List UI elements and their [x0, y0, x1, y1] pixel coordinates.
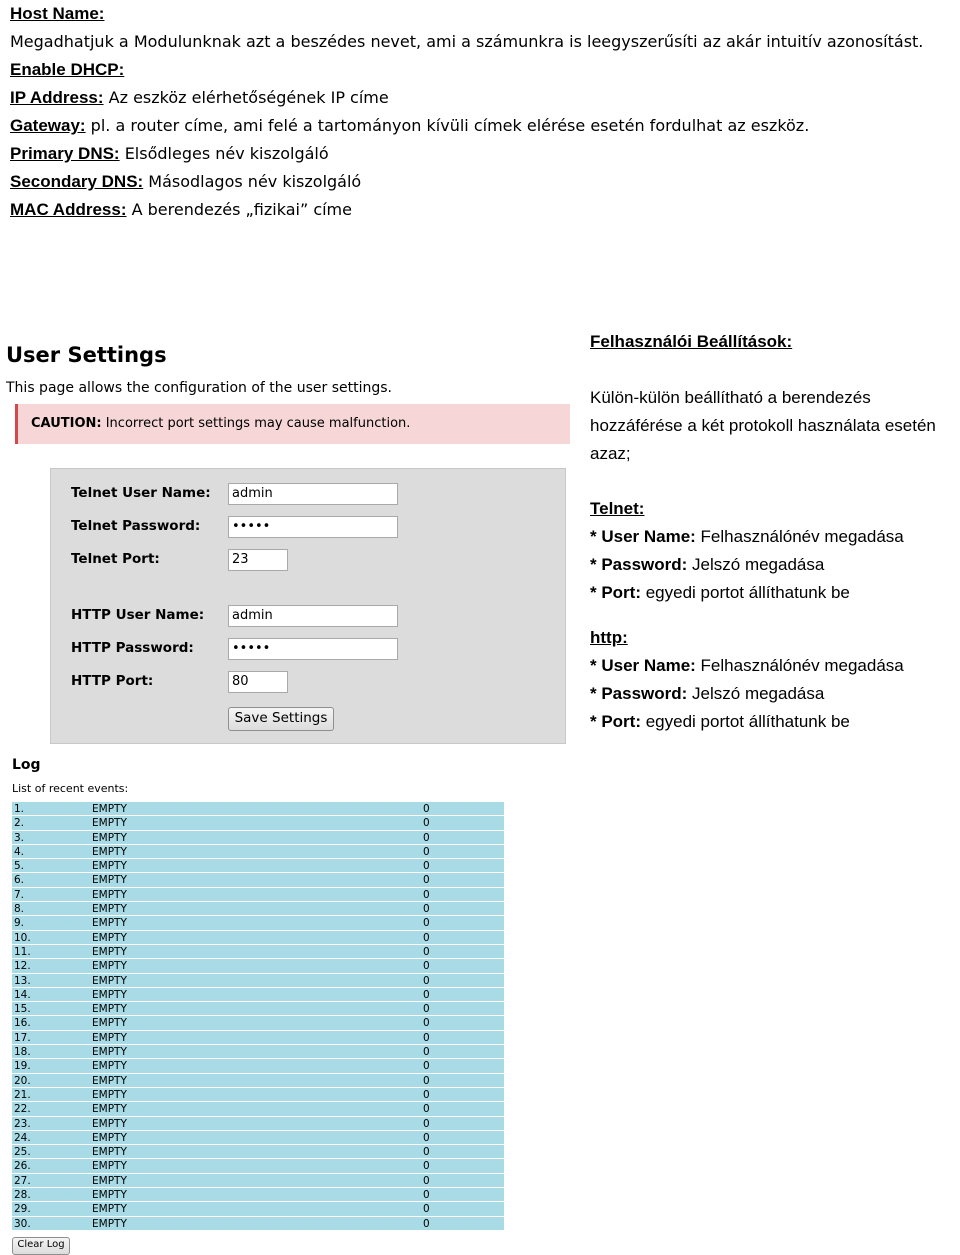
log-panel: [12, 754, 504, 1255]
log-event-number: 17.: [14, 1031, 31, 1044]
log-event-value: 0: [423, 1160, 430, 1173]
def-term: Enable DHCP:: [10, 60, 125, 79]
log-event-value: 0: [423, 974, 430, 987]
def-row-gateway: [10, 112, 955, 140]
log-event-row: [12, 1031, 504, 1045]
log-event-name: EMPTY: [92, 1103, 127, 1116]
intro-line-2: hozzáférése a két protokoll használata esetén: [590, 416, 936, 435]
log-event-name: EMPTY: [92, 1131, 127, 1144]
log-event-row: [12, 873, 504, 887]
log-event-number: 23.: [14, 1117, 31, 1130]
user-settings-title: User Settings: [6, 343, 167, 367]
bullet-text: Felhasználónév megadása: [695, 527, 904, 546]
log-event-name: EMPTY: [92, 817, 127, 830]
def-row-mac-address: [10, 196, 955, 224]
log-event-value: 0: [423, 903, 430, 916]
def-desc: A berendezés „fizikai” címe: [126, 200, 352, 219]
log-event-row: [12, 1188, 504, 1202]
log-event-row: [12, 959, 504, 973]
log-event-value: 0: [423, 1117, 430, 1130]
right-description: [590, 328, 960, 736]
log-event-value: 0: [423, 1131, 430, 1144]
log-event-number: 12.: [14, 960, 31, 973]
def-desc: pl. a router címe, ami felé a tartományon kívüli címek elérése esetén fordulhat az eszköz.: [85, 116, 810, 135]
bullet-text: egyedi portot állíthatunk be: [641, 583, 850, 602]
log-event-number: 27.: [14, 1174, 31, 1187]
log-event-number: 18.: [14, 1046, 31, 1059]
log-event-name: EMPTY: [92, 917, 127, 930]
log-event-value: 0: [423, 1017, 430, 1030]
log-event-value: 0: [423, 874, 430, 887]
def-desc: Az eszköz elérhetőségének IP címe: [103, 88, 389, 107]
log-event-value: 0: [423, 803, 430, 815]
log-event-name: EMPTY: [92, 1160, 127, 1173]
def-term: IP Address:: [10, 88, 104, 107]
user-settings-form: [50, 468, 566, 744]
log-event-row: [12, 988, 504, 1002]
http-user-input[interactable]: admin: [228, 605, 398, 627]
http-bullet-user: [590, 652, 960, 680]
telnet-heading: Telnet:: [590, 499, 645, 518]
log-event-number: 19.: [14, 1060, 31, 1073]
telnet-bullet-password: [590, 551, 960, 579]
log-event-number: 3.: [14, 831, 25, 844]
http-user-label: HTTP User Name:: [71, 607, 205, 623]
bullet-label: * User Name:: [590, 527, 696, 546]
http-port-label: HTTP Port:: [71, 673, 154, 689]
http-password-label: HTTP Password:: [71, 640, 194, 656]
log-event-number: 21.: [14, 1088, 31, 1101]
log-event-name: EMPTY: [92, 831, 127, 844]
log-event-value: 0: [423, 817, 430, 830]
log-event-number: 11.: [14, 945, 31, 958]
log-event-number: 2.: [14, 817, 25, 830]
log-event-value: 0: [423, 845, 430, 858]
log-event-name: EMPTY: [92, 1146, 127, 1159]
http-password-input[interactable]: •••••: [228, 638, 398, 660]
log-event-name: EMPTY: [92, 888, 127, 901]
log-event-value: 0: [423, 1031, 430, 1044]
log-event-number: 15.: [14, 1003, 31, 1016]
caution-label: CAUTION:: [31, 416, 102, 431]
def-term: Gateway:: [10, 116, 86, 135]
save-settings-button[interactable]: Save Settings: [228, 707, 334, 731]
log-event-value: 0: [423, 888, 430, 901]
log-event-value: 0: [423, 1189, 430, 1202]
log-event-row: [12, 916, 504, 930]
clear-log-button[interactable]: Clear Log: [12, 1237, 70, 1255]
telnet-heading-line: [590, 495, 960, 523]
def-term: Secondary DNS:: [10, 172, 144, 191]
log-event-row: [12, 931, 504, 945]
log-event-value: 0: [423, 945, 430, 958]
log-event-row: [12, 945, 504, 959]
log-event-number: 9.: [14, 917, 25, 930]
caution-banner: [15, 404, 570, 444]
log-event-row: [12, 1174, 504, 1188]
log-event-name: EMPTY: [92, 988, 127, 1001]
intro-line-1: Külön-külön beállítható a berendezés: [590, 388, 871, 407]
log-event-number: 22.: [14, 1103, 31, 1116]
log-event-row: [12, 902, 504, 916]
def-row-host-name-desc: [10, 28, 955, 56]
log-event-number: 16.: [14, 1017, 31, 1030]
log-subtitle: List of recent events:: [12, 782, 129, 795]
log-event-number: 14.: [14, 988, 31, 1001]
log-event-value: 0: [423, 1174, 430, 1187]
def-desc: Megadhatjuk a Modulunknak azt a beszédes nevet, ami a számunkra is leegyszerűsíti az akár intuitív azonosítást.: [10, 32, 924, 51]
bullet-label: * Port:: [590, 712, 641, 731]
user-settings-panel: [6, 338, 576, 444]
user-settings-description: This page allows the configuration of the user settings.: [6, 380, 392, 396]
log-event-value: 0: [423, 1003, 430, 1016]
log-event-value: 0: [423, 1203, 430, 1216]
def-row-ip-address: [10, 84, 955, 112]
log-event-row: [12, 859, 504, 873]
intro-line-3: azaz;: [590, 444, 631, 463]
http-heading-line: [590, 624, 960, 652]
bullet-label: * Password:: [590, 555, 688, 574]
log-event-number: 30.: [14, 1217, 31, 1230]
log-event-number: 25.: [14, 1146, 31, 1159]
spacer: [590, 607, 960, 624]
telnet-user-label: Telnet User Name:: [71, 485, 211, 501]
log-event-name: EMPTY: [92, 903, 127, 916]
telnet-user-input[interactable]: admin: [228, 483, 398, 505]
log-event-number: 6.: [14, 874, 25, 887]
log-event-value: 0: [423, 960, 430, 973]
log-event-name: EMPTY: [92, 1117, 127, 1130]
telnet-bullet-user: [590, 523, 960, 551]
log-event-number: 29.: [14, 1203, 31, 1216]
log-event-value: 0: [423, 931, 430, 944]
spacer: [590, 356, 960, 384]
right-heading: Felhasználói Beállítások:: [590, 332, 793, 351]
definitions-list: [10, 0, 955, 224]
log-event-number: 13.: [14, 974, 31, 987]
log-event-value: 0: [423, 1088, 430, 1101]
bullet-text: egyedi portot állíthatunk be: [641, 712, 850, 731]
log-event-value: 0: [423, 1103, 430, 1116]
log-event-value: 0: [423, 860, 430, 873]
bullet-label: * Password:: [590, 684, 688, 703]
def-row-enable-dhcp: [10, 56, 955, 84]
log-event-row: [12, 1102, 504, 1116]
log-event-name: EMPTY: [92, 974, 127, 987]
log-event-name: EMPTY: [92, 1017, 127, 1030]
bullet-text: Jelszó megadása: [687, 684, 825, 703]
log-event-value: 0: [423, 1060, 430, 1073]
telnet-port-label: Telnet Port:: [71, 551, 160, 567]
log-event-name: EMPTY: [92, 1203, 127, 1216]
log-event-value: 0: [423, 831, 430, 844]
log-event-row: [12, 831, 504, 845]
log-event-name: EMPTY: [92, 1088, 127, 1101]
log-event-name: EMPTY: [92, 874, 127, 887]
http-bullet-password: [590, 680, 960, 708]
log-event-row: [12, 845, 504, 859]
def-desc: Elsődleges név kiszolgáló: [119, 144, 329, 163]
telnet-port-input[interactable]: 23: [228, 549, 288, 571]
log-event-value: 0: [423, 1146, 430, 1159]
log-event-name: EMPTY: [92, 960, 127, 973]
def-row-primary-dns: [10, 140, 955, 168]
log-event-name: EMPTY: [92, 1074, 127, 1087]
log-event-number: 8.: [14, 903, 25, 916]
log-event-name: EMPTY: [92, 1174, 127, 1187]
telnet-password-label: Telnet Password:: [71, 518, 201, 534]
log-event-row: [12, 816, 504, 830]
log-event-row: [12, 1202, 504, 1216]
log-event-number: 4.: [14, 845, 25, 858]
log-event-name: EMPTY: [92, 1003, 127, 1016]
right-heading-line: [590, 328, 960, 356]
log-event-row: [12, 1074, 504, 1088]
log-event-row: [12, 974, 504, 988]
log-event-value: 0: [423, 1074, 430, 1087]
http-heading: http:: [590, 628, 628, 647]
telnet-password-input[interactable]: •••••: [228, 516, 398, 538]
log-event-row: [12, 1117, 504, 1131]
log-event-number: 7.: [14, 888, 25, 901]
spacer: [590, 468, 960, 495]
log-event-value: 0: [423, 1046, 430, 1059]
log-event-name: EMPTY: [92, 1060, 127, 1073]
http-bullet-port: [590, 708, 960, 736]
log-event-row: [12, 1088, 504, 1102]
log-event-row: [12, 1045, 504, 1059]
log-event-name: EMPTY: [92, 1046, 127, 1059]
log-event-number: 10.: [14, 931, 31, 944]
log-event-row: [12, 1217, 504, 1231]
log-event-number: 1.: [14, 803, 25, 815]
log-event-number: 24.: [14, 1131, 31, 1144]
log-event-number: 5.: [14, 860, 25, 873]
log-event-row: [12, 1159, 504, 1173]
log-event-number: 28.: [14, 1189, 31, 1202]
log-event-row: [12, 888, 504, 902]
log-event-row: [12, 802, 504, 816]
def-term: Primary DNS:: [10, 144, 120, 163]
caution-text: Incorrect port settings may cause malfunction.: [101, 416, 411, 431]
log-event-name: EMPTY: [92, 1031, 127, 1044]
bullet-text: Felhasználónév megadása: [695, 656, 904, 675]
def-row-secondary-dns: [10, 168, 955, 196]
log-event-name: EMPTY: [92, 803, 127, 815]
log-event-row: [12, 1016, 504, 1030]
log-event-name: EMPTY: [92, 845, 127, 858]
log-event-number: 20.: [14, 1074, 31, 1087]
def-desc: Másodlagos név kiszolgáló: [143, 172, 362, 191]
log-event-number: 26.: [14, 1160, 31, 1173]
def-term: MAC Address:: [10, 200, 127, 219]
log-event-name: EMPTY: [92, 860, 127, 873]
log-event-row: [12, 1002, 504, 1016]
log-event-value: 0: [423, 1217, 430, 1230]
bullet-label: * User Name:: [590, 656, 696, 675]
log-event-value: 0: [423, 917, 430, 930]
log-event-name: EMPTY: [92, 1189, 127, 1202]
bullet-text: Jelszó megadása: [687, 555, 825, 574]
log-event-name: EMPTY: [92, 1217, 127, 1230]
log-event-name: EMPTY: [92, 931, 127, 944]
def-row-host-name: [10, 0, 955, 28]
log-title: Log: [12, 757, 41, 773]
def-term: Host Name:: [10, 4, 105, 23]
http-port-input[interactable]: 80: [228, 671, 288, 693]
log-event-value: 0: [423, 988, 430, 1001]
log-event-row: [12, 1059, 504, 1073]
bullet-label: * Port:: [590, 583, 641, 602]
log-event-list: [12, 802, 504, 1231]
telnet-bullet-port: [590, 579, 960, 607]
log-event-row: [12, 1131, 504, 1145]
log-event-name: EMPTY: [92, 945, 127, 958]
log-event-row: [12, 1145, 504, 1159]
